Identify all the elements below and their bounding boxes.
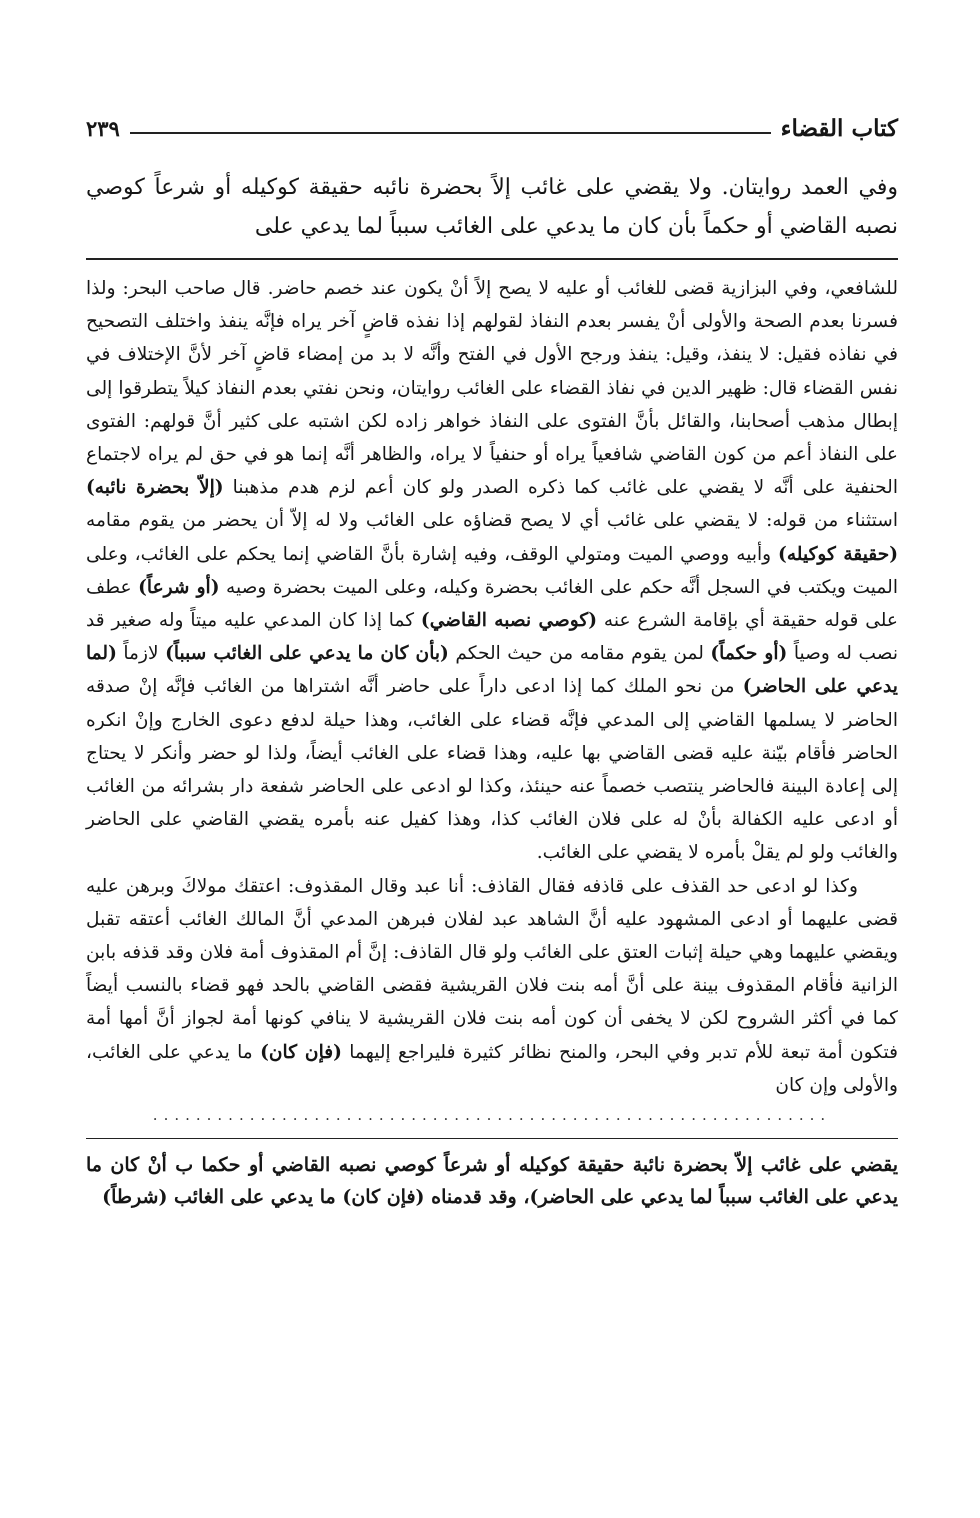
commentary-paragraph-1 [86,272,898,870]
quoted-phrase: (بأن كان ما يدعي على الغائب سبباً) [165,643,449,665]
quoted-phrase: (حقيقة كوكيله) [778,543,898,565]
quoted-phrase: (فإن كان) [260,1041,342,1063]
commentary-text: لمن يقوم مقامه من حيث الحكم [448,643,711,665]
commentary-text: من نحو الملك كما إذا ادعى داراً على حاضر أنَّه اشتراها من الغائب فإنَّه إنْ صدقه الحاضر لا يسلمها القاضي إلى المدعي فإنَّه قضاء على الغائب، وهذا حيلة لدفع دعوى الخارج وإنْ انكره الحاضر فأقام بيّنة عليه قضى القاضي بها عليه، وهذا قضاء على الغائب أيضاً، ولذا لو حضر وأنكر لا يحتاج إلى إعادة البينة فالحاضر ينتصب خصماً عنه حينئذ، وكذا لو ادعى على الحاضر شفعة دار بشرائه من الغائب أو ادعى عليه الكفالة بأنْ له على فلان الغائب كذا، وهذا كفيل عنه بأمره يقضي القاضي على الحاضر والغائب ولو لم يقلْ بأمره لا يقضي على الغائب. [86,676,898,864]
book-title: كتاب القضاء [780,114,898,142]
commentary-text: ما يدعي على الغائب، والأولى وإن كان [86,1041,898,1096]
quoted-phrase: (إلاّ بحضرة نائبه) [86,477,224,499]
main-text-separator [86,258,898,260]
page-number: ٢٣٩ [86,115,120,141]
page [86,108,898,1438]
commentary [86,272,898,1102]
quoted-phrase: (أو حكماً) [710,643,788,665]
dotted-separator: ............................................................... [152,1110,832,1121]
commentary-text: عطف على قوله حقيقة أي بإقامة الشرع عنه [86,576,899,632]
page-header [86,108,898,148]
commentary-text: للشافعي، وفي البزازية قضى للغائب أو عليه لا يصح إلاً أنْ يكون عند خصم حاضر. قال صاحب البحر: ولذا فسرنا بعدم الصحة والأولى أنْ يفسر بعدم النفاذ لقولهم إذا نفذه قاضٍ آخر يراه فإنَّه ينفذ واختلف التصحيح في نفاذه فقيل: لا ينفذ، وقيل: ينفذ ورجح الأول في الفتح وأنَّه لا بد من إمضاء قاضٍ آخر لأنَّ الإختلاف في نفس القضاء قال: ظهير الدين في نفاذ القضاء على الغائب روايتان، ونحن نفتي بعدم النفاذ كيلاً يتطرقوا إلى إبطال مذهب أصحابنا، والقائل بأنَّ الفتوى على النفاذ خواهر زاده لكن اشتبه على كثير أنَّ قولهم: الفتوى على النفاذ أعم من كون القاضي شافعياً يراه أو حنفياً لا يراه، والظاهر أنَّه إنما هو في حق لم يراه لاجتماع الحنفية على أنَّه لا يقضي على غائب كما ذكره الصدر ولو كان أعم لزم هدم مذهبنا [86,278,898,499]
commentary-text: كما إذا كان المدعي عليه ميتاً وله صغير قد نصب له وصياً [86,610,899,665]
main-text: وفي العمد روايتان. ولا يقضي على غائب إلاً بحضرة نائبه حقيقة كوكيله أو شرعاً كوصي نصبه القاضي أو حكماً بأن كان ما يدعي على الغائب سبباً لما يدعي على [86,175,898,239]
commentary-text: لازماً [116,643,166,665]
commentary-text: وكذا لو ادعى حد القذف على قاذفه فقال القاذف: أنا عبد وقال المقذوف: اعتقك مولاكَ وبرهن عليه قضى عليهما أو ادعى المشهود عليه أنَّ الشاهد عبد لفلان فبرهن المدعي أنَّ المالك الغائب أعتقه تقبل ويقضي عليهما وهي حيلة إثبات العتق على الغائب ولو قال القاذف: إنَّ أم المقذوف أمة فلان وقد قذفه بابن الزانية فأقام المقذوف بينة على أنَّ أمه بنت فلان القريشية فقضى القاضي بالحد فهو قضاء بالنسب أيضاً كما في أكثر الشروح لكن لا يخفى أن كون أمه بنت فلان القريشية لا ينافي كونها أمة لجواز أنَّ أمها أمة فتكون أمة تبعة للأم تدبر وفي البحر، والمنح نظائر كثيرة فليراجع إليهما [86,875,898,1063]
quoted-phrase: (كوصي نصبه القاضي) [420,610,598,632]
commentary-paragraph-2 [86,870,898,1102]
commentary-text: استثناء من قوله: لا يقضي على غائب أي لا يصح قضاؤه على الغائب ولا له إلاّ أن يحضر من يقوم مقامه [86,510,898,532]
quoted-phrase: (لما يدعي على الحاضر) [86,643,898,698]
footnote: يقضي على غائب إلاّ بحضرة نائبة حقيقة كوكيله أو شرعاً كوصي نصبه القاضي أو حكما ب أنْ كان ما يدعي على الغائب سبباً لما يدعي على الحاضر)، وقد قدمناه (فإن كان) ما يدعي على الغائب (شرطاً) [86,1154,898,1209]
commentary-text: وأبيه ووصي الميت ومتولي الوقف، وفيه إشارة بأنَّ القاضي إنما يحكم على الغائب، وعلى الميت ويكتب في السجل أنَّه حكم على الغائب بحضرة وكيله، وعلى الميت بحضرة وصيه [86,543,898,598]
quoted-phrase: (أو شرعاً) [138,576,220,598]
footnote-separator [86,1138,898,1139]
header-rule [130,132,771,134]
